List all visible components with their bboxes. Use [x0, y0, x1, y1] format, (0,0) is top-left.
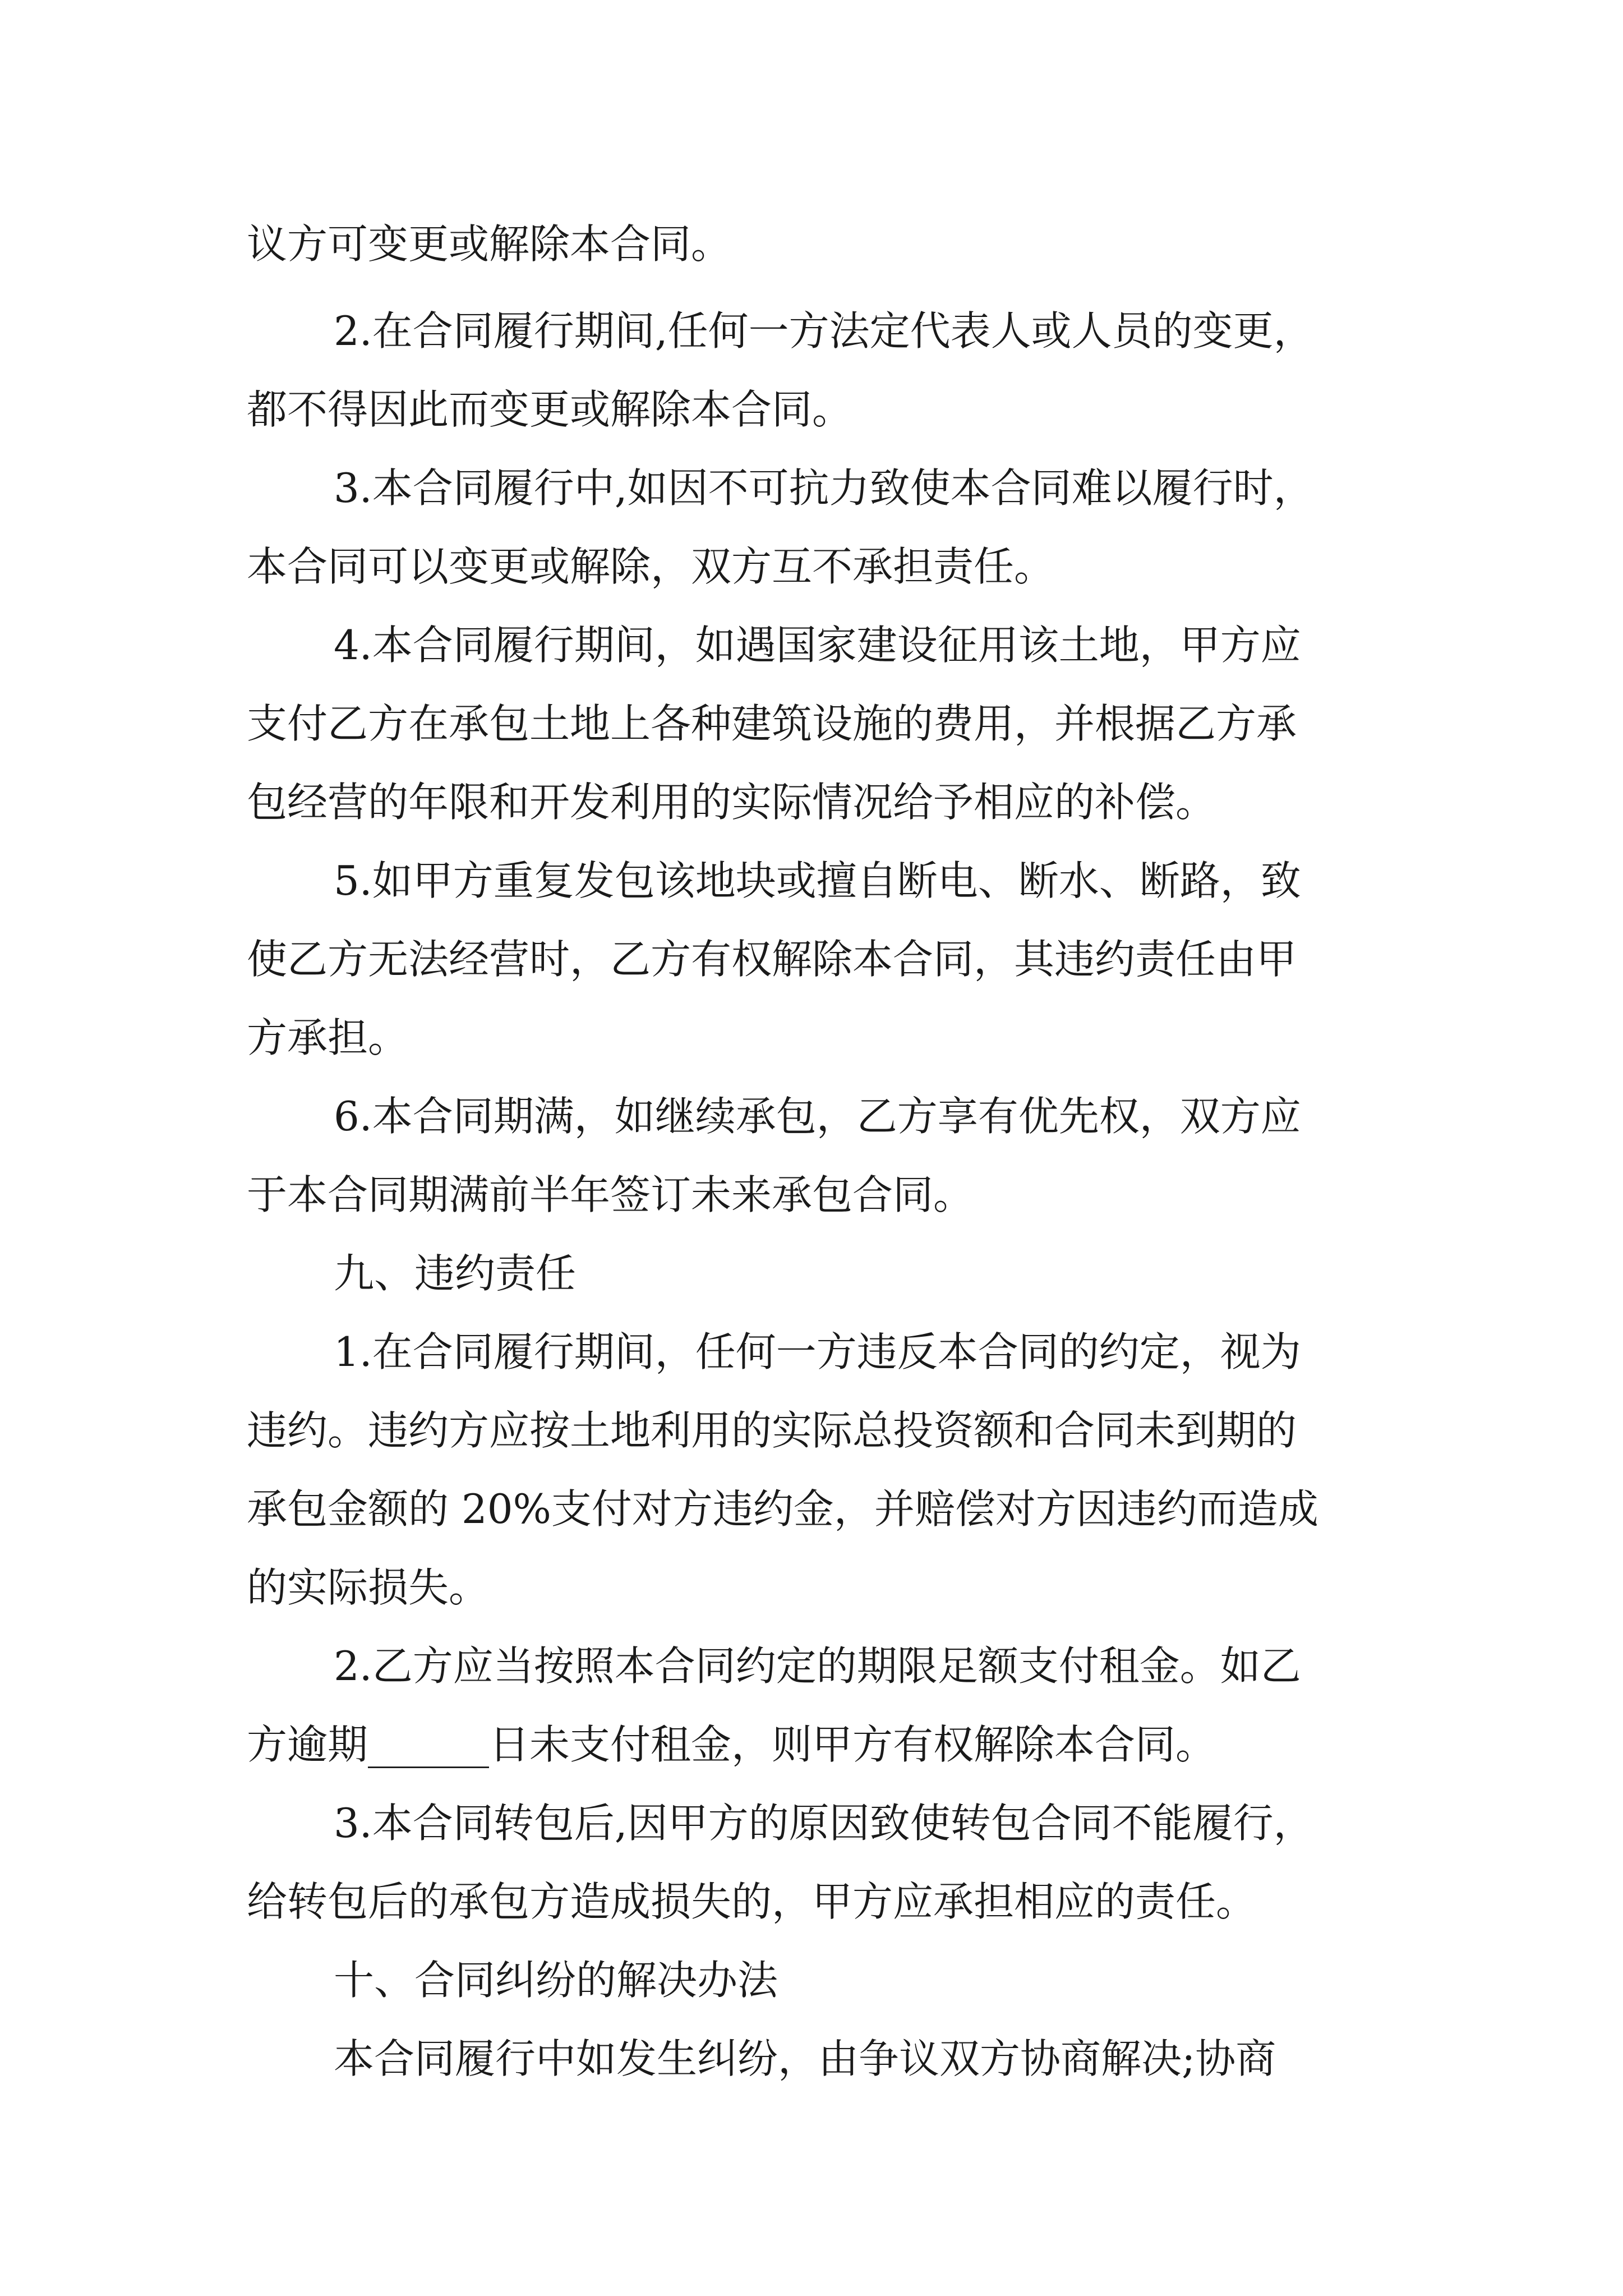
text-line: [0, 763, 1623, 841]
text-line-content: 4.本合同履行期间，如遇国家建设征用该土地，甲方应: [334, 622, 1301, 669]
text-line: [0, 370, 1623, 449]
text-line: [0, 684, 1623, 763]
text-line-content: 包经营的年限和开发利用的实际情况给予相应的补偿。: [247, 779, 1216, 826]
text-line-content: 承包金额的 20%支付对方违约金，并赔偿对方因违约而造成: [247, 1485, 1318, 1533]
text-line-content: 本合同履行中如发生纠纷，由争议双方协商解决;协商: [334, 2035, 1276, 2082]
text-line: [0, 1548, 1623, 1627]
text-line: [0, 205, 1623, 283]
text-line: [0, 1156, 1623, 1234]
text-line-content: 2.在合同履行期间,任何一方法定代表人或人员的变更，: [334, 307, 1314, 355]
text-line-content: 本合同可以变更或解除，双方互不承担责任。: [247, 543, 1055, 590]
text-line: [0, 527, 1623, 606]
text-line-content: 支付乙方在承包土地上各种建筑设施的费用，并根据乙方承: [247, 700, 1297, 747]
text-line: [0, 841, 1623, 920]
section-heading-text: 九、违约责任: [334, 1250, 577, 1297]
section-heading: [0, 1941, 1623, 2019]
text-line: [0, 920, 1623, 999]
text-line-content: 方逾期______日未支付租金，则甲方有权解除本合同。: [247, 1721, 1216, 1768]
text-line: [0, 292, 1623, 370]
text-line-content: 议方可变更或解除本合同。: [247, 220, 732, 268]
text-line: [0, 449, 1623, 527]
text-line: [0, 1313, 1623, 1391]
text-line-content: 3.本合同转包后,因甲方的原因致使转包合同不能履行，: [334, 1800, 1314, 1847]
text-line-content: 方承担。: [247, 1014, 409, 1061]
text-line-content: 的实际损失。: [247, 1564, 490, 1611]
text-line-content: 2.乙方应当按照本合同约定的期限足额支付租金。如乙: [334, 1642, 1301, 1690]
text-line-content: 1.在合同履行期间，任何一方违反本合同的约定，视为: [334, 1328, 1301, 1375]
text-line-content: 给转包后的承包方造成损失的，甲方应承担相应的责任。: [247, 1878, 1257, 1925]
text-line: [0, 999, 1623, 1077]
text-line-content: 都不得因此而变更或解除本合同。: [247, 386, 853, 433]
text-line-content: 使乙方无法经营时，乙方有权解除本合同，其违约责任由甲: [247, 936, 1297, 983]
text-line: [0, 1470, 1623, 1548]
text-line: [0, 606, 1623, 684]
text-line: [0, 2019, 1623, 2098]
text-line: [0, 1784, 1623, 1862]
text-line-content: 违约。违约方应按土地利用的实际总投资额和合同未到期的: [247, 1407, 1297, 1454]
text-line-content: 6.本合同期满，如继续承包，乙方享有优先权，双方应: [334, 1093, 1301, 1140]
text-line: [0, 1862, 1623, 1941]
section-heading-text: 十、合同纠纷的解决办法: [334, 1957, 778, 2004]
section-heading: [0, 1234, 1623, 1313]
text-line: [0, 1391, 1623, 1470]
text-line-content: 于本合同期满前半年签订未来承包合同。: [247, 1171, 974, 1218]
text-line: [0, 1705, 1623, 1784]
text-line-content: 5.如甲方重复发包该地块或擅自断电、断水、断路，致: [334, 857, 1301, 904]
text-line: [0, 1627, 1623, 1705]
text-line-content: 3.本合同履行中,如因不可抗力致使本合同难以履行时，: [334, 464, 1314, 512]
text-line: [0, 1077, 1623, 1156]
